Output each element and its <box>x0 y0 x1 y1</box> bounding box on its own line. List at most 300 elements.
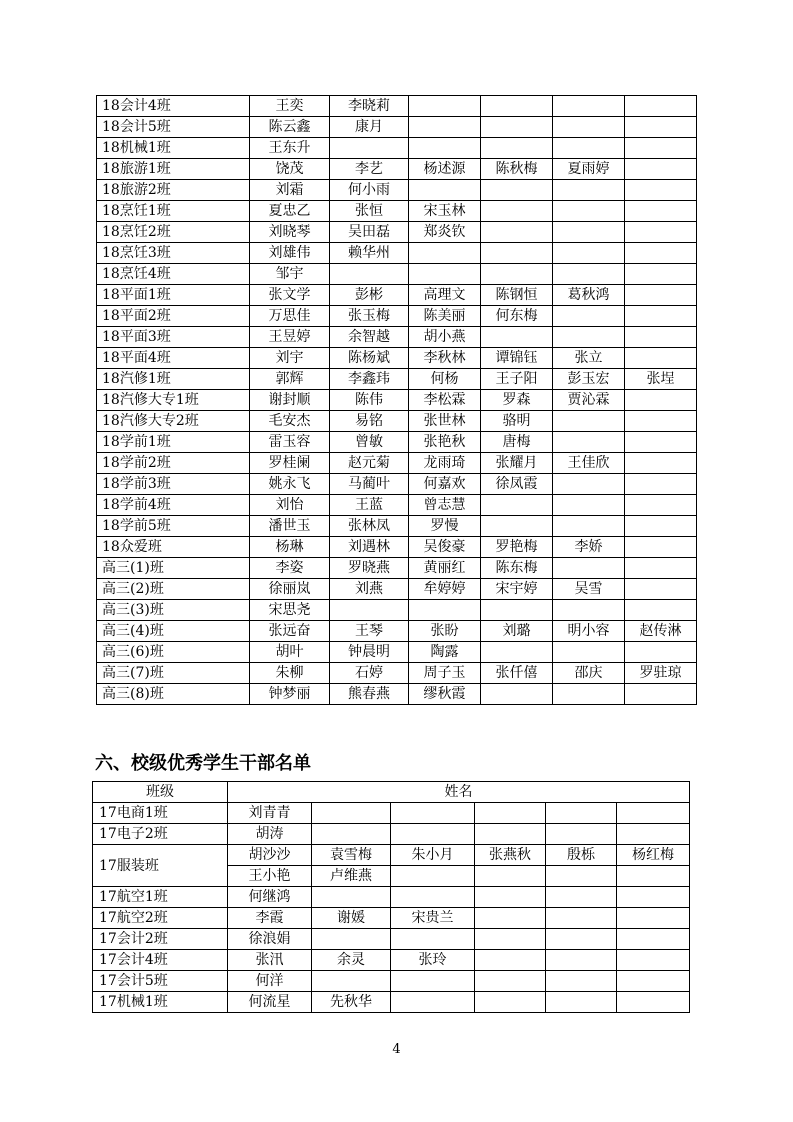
class-cell: 18汽修大专2班 <box>97 411 250 432</box>
name-cell <box>625 201 697 222</box>
name-cell: 罗艳梅 <box>481 537 553 558</box>
name-cell <box>625 348 697 369</box>
table-row <box>97 600 697 621</box>
name-cell <box>625 537 697 558</box>
name-cell <box>625 390 697 411</box>
class-cell: 18学前1班 <box>97 432 250 453</box>
name-cell <box>625 180 697 201</box>
table-row <box>97 306 697 327</box>
name-cell <box>625 432 697 453</box>
name-cell: 易铭 <box>330 411 409 432</box>
name-cell <box>625 96 697 117</box>
name-cell <box>617 803 690 824</box>
name-cell: 夏忠乙 <box>250 201 330 222</box>
name-cell: 余智越 <box>330 327 409 348</box>
name-cell <box>330 600 409 621</box>
table-row <box>97 411 697 432</box>
table-row <box>97 117 697 138</box>
name-cell: 黄丽红 <box>409 558 481 579</box>
class-cell: 高三(4)班 <box>97 621 250 642</box>
name-cell <box>481 201 553 222</box>
name-cell: 周子玉 <box>409 663 481 684</box>
header-name: 姓名 <box>228 782 690 803</box>
table-row <box>93 803 690 824</box>
class-cell: 18机械1班 <box>97 138 250 159</box>
page-number: 4 <box>392 1042 401 1057</box>
name-cell <box>553 264 625 285</box>
table-row <box>97 201 697 222</box>
name-cell <box>625 516 697 537</box>
name-cell: 牟婷婷 <box>409 579 481 600</box>
name-cell: 姚永飞 <box>250 474 330 495</box>
name-cell <box>330 264 409 285</box>
name-cell <box>475 824 546 845</box>
table-row <box>97 537 697 558</box>
name-cell <box>625 306 697 327</box>
name-cell: 张远奋 <box>250 621 330 642</box>
name-cell: 邵庆 <box>553 663 625 684</box>
name-cell: 刘宇 <box>250 348 330 369</box>
name-cell <box>625 684 697 705</box>
name-cell <box>481 600 553 621</box>
name-cell: 李姿 <box>250 558 330 579</box>
table-row <box>97 264 697 285</box>
name-cell: 胡小燕 <box>409 327 481 348</box>
student-list-table <box>96 95 697 705</box>
name-cell: 张立 <box>553 348 625 369</box>
name-cell: 李霞 <box>228 908 312 929</box>
name-cell: 李娇 <box>553 537 625 558</box>
name-cell: 马蔺叶 <box>330 474 409 495</box>
name-cell: 刘璐 <box>481 621 553 642</box>
class-cell: 18学前5班 <box>97 516 250 537</box>
name-cell <box>625 600 697 621</box>
name-cell: 吴俊豪 <box>409 537 481 558</box>
name-cell <box>330 138 409 159</box>
section-title: 六、校级优秀学生干部名单 <box>95 753 311 774</box>
class-cell: 18众爱班 <box>97 537 250 558</box>
name-cell: 贾沁霖 <box>553 390 625 411</box>
name-cell: 宋玉林 <box>409 201 481 222</box>
name-cell <box>625 222 697 243</box>
name-cell: 陈云鑫 <box>250 117 330 138</box>
name-cell: 葛秋鸿 <box>553 285 625 306</box>
name-cell: 罗慢 <box>409 516 481 537</box>
table-row <box>97 579 697 600</box>
name-cell <box>553 411 625 432</box>
name-cell: 何杨 <box>409 369 481 390</box>
name-cell <box>617 866 690 887</box>
name-cell <box>546 824 617 845</box>
name-cell: 罗晓燕 <box>330 558 409 579</box>
name-cell <box>481 117 553 138</box>
name-cell: 胡涛 <box>228 824 312 845</box>
name-cell: 李松霖 <box>409 390 481 411</box>
table-row <box>97 684 697 705</box>
name-cell <box>312 887 391 908</box>
name-cell <box>481 642 553 663</box>
class-cell: 18平面2班 <box>97 306 250 327</box>
name-cell <box>625 159 697 180</box>
name-cell: 何小雨 <box>330 180 409 201</box>
name-cell: 陈钢恒 <box>481 285 553 306</box>
name-cell: 刘晓琴 <box>250 222 330 243</box>
name-cell <box>475 803 546 824</box>
class-cell: 18学前3班 <box>97 474 250 495</box>
name-cell: 康月 <box>330 117 409 138</box>
name-cell <box>625 285 697 306</box>
name-cell <box>312 803 391 824</box>
name-cell: 曾敏 <box>330 432 409 453</box>
name-cell: 张世林 <box>409 411 481 432</box>
name-cell: 张玲 <box>391 950 475 971</box>
name-cell: 张汛 <box>228 950 312 971</box>
table-row <box>97 621 697 642</box>
name-cell: 李晓莉 <box>330 96 409 117</box>
name-cell: 郭辉 <box>250 369 330 390</box>
name-cell: 万思佳 <box>250 306 330 327</box>
name-cell <box>475 971 546 992</box>
name-cell: 王蓝 <box>330 495 409 516</box>
table-row <box>93 971 690 992</box>
name-cell <box>553 306 625 327</box>
name-cell: 陈秋梅 <box>481 159 553 180</box>
name-cell: 张仟僖 <box>481 663 553 684</box>
name-cell: 宋思尧 <box>250 600 330 621</box>
name-cell: 吴雪 <box>553 579 625 600</box>
class-cell: 17服装班 <box>93 845 228 887</box>
name-cell <box>391 866 475 887</box>
table-row <box>93 950 690 971</box>
name-cell <box>481 180 553 201</box>
class-cell: 17会计2班 <box>93 929 228 950</box>
class-cell: 高三(7)班 <box>97 663 250 684</box>
name-cell: 石婷 <box>330 663 409 684</box>
name-cell <box>625 327 697 348</box>
table-row <box>97 390 697 411</box>
class-cell: 17电商1班 <box>93 803 228 824</box>
name-cell: 刘遇林 <box>330 537 409 558</box>
name-cell: 何流星 <box>228 992 312 1013</box>
table-row <box>97 243 697 264</box>
name-cell <box>409 600 481 621</box>
name-cell: 谭锦钰 <box>481 348 553 369</box>
class-cell: 高三(1)班 <box>97 558 250 579</box>
name-cell <box>553 474 625 495</box>
name-cell: 张盼 <box>409 621 481 642</box>
class-cell: 18平面1班 <box>97 285 250 306</box>
table-row <box>97 348 697 369</box>
name-cell: 潘世玉 <box>250 516 330 537</box>
table-row <box>97 495 697 516</box>
name-cell <box>481 684 553 705</box>
name-cell: 唐梅 <box>481 432 553 453</box>
name-cell: 钟晨明 <box>330 642 409 663</box>
name-cell <box>617 929 690 950</box>
name-cell <box>481 264 553 285</box>
name-cell: 徐凤霞 <box>481 474 553 495</box>
cadre-list-table <box>92 781 690 1013</box>
class-cell: 18旅游2班 <box>97 180 250 201</box>
name-cell: 卢维燕 <box>312 866 391 887</box>
name-cell: 张恒 <box>330 201 409 222</box>
name-cell <box>553 516 625 537</box>
name-cell <box>553 495 625 516</box>
name-cell <box>617 950 690 971</box>
name-cell: 王子阳 <box>481 369 553 390</box>
name-cell: 罗驻琼 <box>625 663 697 684</box>
name-cell <box>391 887 475 908</box>
name-cell <box>475 950 546 971</box>
name-cell: 宋宇婷 <box>481 579 553 600</box>
name-cell <box>391 929 475 950</box>
class-cell: 高三(2)班 <box>97 579 250 600</box>
name-cell <box>475 908 546 929</box>
name-cell: 李秋林 <box>409 348 481 369</box>
name-cell: 何洋 <box>228 971 312 992</box>
class-cell: 高三(8)班 <box>97 684 250 705</box>
name-cell: 王东升 <box>250 138 330 159</box>
name-cell <box>312 929 391 950</box>
name-cell <box>553 180 625 201</box>
name-cell <box>617 971 690 992</box>
name-cell: 陶露 <box>409 642 481 663</box>
name-cell <box>546 950 617 971</box>
name-cell: 刘霜 <box>250 180 330 201</box>
name-cell <box>391 992 475 1013</box>
name-cell: 郑炎钦 <box>409 222 481 243</box>
name-cell <box>553 600 625 621</box>
table-row <box>97 138 697 159</box>
name-cell: 毛安杰 <box>250 411 330 432</box>
name-cell <box>553 138 625 159</box>
name-cell: 谢媛 <box>312 908 391 929</box>
name-cell: 吴田磊 <box>330 222 409 243</box>
name-cell: 何东梅 <box>481 306 553 327</box>
table-row <box>93 929 690 950</box>
name-cell <box>409 96 481 117</box>
table-row <box>97 285 697 306</box>
name-cell: 赵元菊 <box>330 453 409 474</box>
name-cell <box>625 642 697 663</box>
name-cell <box>481 327 553 348</box>
table-row <box>97 663 697 684</box>
name-cell <box>553 684 625 705</box>
class-cell: 17航空2班 <box>93 908 228 929</box>
name-cell <box>546 971 617 992</box>
class-cell: 18会计5班 <box>97 117 250 138</box>
name-cell <box>475 992 546 1013</box>
name-cell: 宋贵兰 <box>391 908 475 929</box>
name-cell <box>625 474 697 495</box>
name-cell <box>481 96 553 117</box>
name-cell: 王奕 <box>250 96 330 117</box>
name-cell <box>625 243 697 264</box>
class-cell: 18烹饪1班 <box>97 201 250 222</box>
table-row <box>93 824 690 845</box>
name-cell: 龙雨琦 <box>409 453 481 474</box>
class-cell: 18学前4班 <box>97 495 250 516</box>
name-cell: 朱小月 <box>391 845 475 866</box>
name-cell <box>625 117 697 138</box>
name-cell <box>553 243 625 264</box>
name-cell: 殷栎 <box>546 845 617 866</box>
name-cell: 罗桂阑 <box>250 453 330 474</box>
name-cell: 刘青青 <box>228 803 312 824</box>
name-cell: 邹宇 <box>250 264 330 285</box>
name-cell <box>553 432 625 453</box>
table-row <box>97 327 697 348</box>
name-cell <box>475 887 546 908</box>
name-cell: 何嘉欢 <box>409 474 481 495</box>
class-cell: 18旅游1班 <box>97 159 250 180</box>
table-header-row <box>93 782 690 803</box>
name-cell: 刘燕 <box>330 579 409 600</box>
name-cell: 彭玉宏 <box>553 369 625 390</box>
name-cell: 张林凤 <box>330 516 409 537</box>
table-row <box>97 96 697 117</box>
class-cell: 18平面3班 <box>97 327 250 348</box>
class-cell: 18会计4班 <box>97 96 250 117</box>
name-cell: 胡沙沙 <box>228 845 312 866</box>
name-cell: 饶茂 <box>250 159 330 180</box>
name-cell <box>553 96 625 117</box>
name-cell: 朱柳 <box>250 663 330 684</box>
name-cell <box>481 222 553 243</box>
class-cell: 高三(3)班 <box>97 600 250 621</box>
name-cell <box>391 803 475 824</box>
name-cell <box>475 929 546 950</box>
table-row <box>97 642 697 663</box>
name-cell: 谢封顺 <box>250 390 330 411</box>
name-cell: 陈杨斌 <box>330 348 409 369</box>
name-cell: 李鑫玮 <box>330 369 409 390</box>
class-cell: 17机械1班 <box>93 992 228 1013</box>
name-cell <box>617 908 690 929</box>
name-cell <box>553 558 625 579</box>
name-cell: 王昱婷 <box>250 327 330 348</box>
name-cell <box>553 117 625 138</box>
name-cell: 刘雄伟 <box>250 243 330 264</box>
name-cell: 张玉梅 <box>330 306 409 327</box>
name-cell <box>481 495 553 516</box>
name-cell <box>481 138 553 159</box>
name-cell <box>553 642 625 663</box>
name-cell <box>481 516 553 537</box>
table-row <box>97 516 697 537</box>
name-cell <box>553 222 625 243</box>
name-cell <box>553 201 625 222</box>
name-cell: 熊春燕 <box>330 684 409 705</box>
name-cell: 胡叶 <box>250 642 330 663</box>
name-cell <box>625 453 697 474</box>
name-cell <box>312 824 391 845</box>
name-cell: 余灵 <box>312 950 391 971</box>
class-cell: 18学前2班 <box>97 453 250 474</box>
class-cell: 18汽修大专1班 <box>97 390 250 411</box>
name-cell: 王佳欣 <box>553 453 625 474</box>
name-cell: 雷玉容 <box>250 432 330 453</box>
table-row <box>97 180 697 201</box>
name-cell: 杨琳 <box>250 537 330 558</box>
class-cell: 18烹饪3班 <box>97 243 250 264</box>
name-cell: 曾志慧 <box>409 495 481 516</box>
name-cell <box>312 971 391 992</box>
name-cell: 彭彬 <box>330 285 409 306</box>
class-cell: 18烹饪2班 <box>97 222 250 243</box>
name-cell: 赵传淋 <box>625 621 697 642</box>
table-row <box>97 369 697 390</box>
name-cell <box>391 824 475 845</box>
name-cell <box>625 558 697 579</box>
name-cell <box>625 264 697 285</box>
name-cell <box>546 929 617 950</box>
name-cell <box>546 803 617 824</box>
name-cell <box>625 411 697 432</box>
name-cell <box>625 138 697 159</box>
name-cell: 张耀月 <box>481 453 553 474</box>
header-class: 班级 <box>93 782 228 803</box>
name-cell <box>409 180 481 201</box>
name-cell: 徐浪娟 <box>228 929 312 950</box>
table-row <box>93 908 690 929</box>
name-cell: 骆明 <box>481 411 553 432</box>
name-cell <box>625 495 697 516</box>
name-cell: 赖华州 <box>330 243 409 264</box>
name-cell <box>546 866 617 887</box>
name-cell <box>546 887 617 908</box>
name-cell: 杨红梅 <box>617 845 690 866</box>
name-cell: 何继鸿 <box>228 887 312 908</box>
name-cell: 先秋华 <box>312 992 391 1013</box>
name-cell: 明小容 <box>553 621 625 642</box>
name-cell <box>546 908 617 929</box>
name-cell: 张艳秋 <box>409 432 481 453</box>
name-cell: 杨述源 <box>409 159 481 180</box>
name-cell: 张埕 <box>625 369 697 390</box>
class-cell: 17会计5班 <box>93 971 228 992</box>
name-cell: 王琴 <box>330 621 409 642</box>
name-cell <box>481 243 553 264</box>
name-cell <box>553 327 625 348</box>
class-cell: 17会计4班 <box>93 950 228 971</box>
class-cell: 18平面4班 <box>97 348 250 369</box>
name-cell: 高理文 <box>409 285 481 306</box>
name-cell <box>409 243 481 264</box>
name-cell: 钟梦丽 <box>250 684 330 705</box>
name-cell: 陈伟 <box>330 390 409 411</box>
name-cell: 徐丽岚 <box>250 579 330 600</box>
name-cell: 夏雨婷 <box>553 159 625 180</box>
name-cell: 缪秋霞 <box>409 684 481 705</box>
table-row <box>97 222 697 243</box>
name-cell <box>617 992 690 1013</box>
name-cell <box>617 887 690 908</box>
name-cell: 陈东梅 <box>481 558 553 579</box>
name-cell: 李艺 <box>330 159 409 180</box>
class-cell: 17电子2班 <box>93 824 228 845</box>
table-row <box>97 159 697 180</box>
name-cell <box>409 117 481 138</box>
table-row <box>97 474 697 495</box>
table-row <box>97 453 697 474</box>
name-cell <box>475 866 546 887</box>
class-cell: 17航空1班 <box>93 887 228 908</box>
table-row <box>93 992 690 1013</box>
name-cell: 张燕秋 <box>475 845 546 866</box>
table-row <box>97 558 697 579</box>
table-row <box>97 432 697 453</box>
